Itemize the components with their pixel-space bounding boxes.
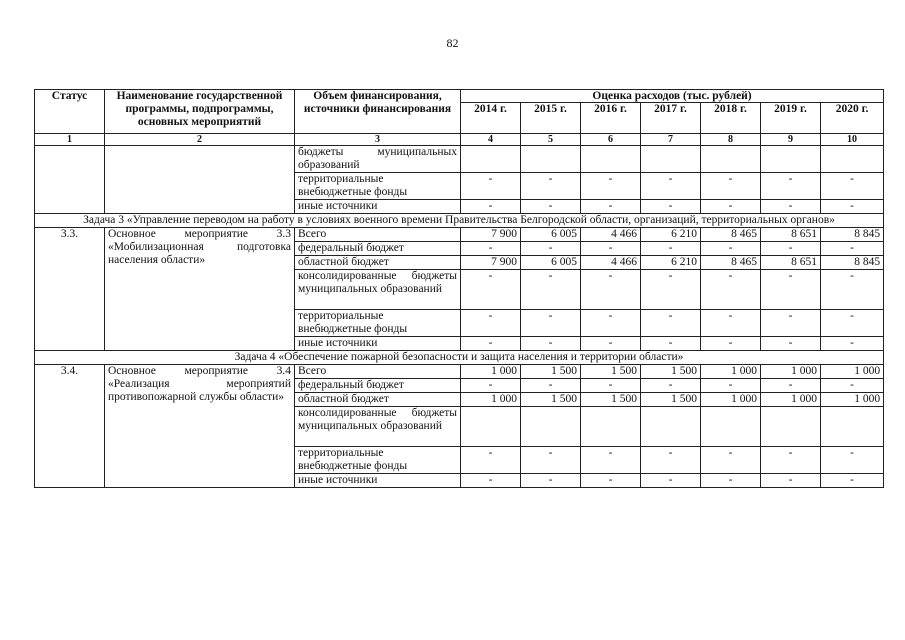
column-number: 9: [761, 134, 821, 146]
value-cell: 1 000: [821, 365, 884, 379]
value-cell: -: [581, 200, 641, 214]
value-cell: -: [641, 242, 701, 256]
value-cell: -: [461, 310, 521, 337]
value-cell: [821, 146, 884, 173]
value-cell: -: [461, 242, 521, 256]
value-cell: -: [821, 270, 884, 310]
funding-source: территориальные внебюджетные фонды: [295, 173, 461, 200]
funding-source: Всего: [295, 228, 461, 242]
value-cell: -: [821, 474, 884, 488]
funding-source: консолидированные бюджеты муниципальных образований: [295, 407, 461, 447]
value-cell: [641, 407, 701, 447]
value-cell: -: [521, 270, 581, 310]
header-year: 2020 г.: [821, 103, 884, 134]
value-cell: 8 651: [761, 256, 821, 270]
value-cell: -: [461, 379, 521, 393]
funding-source: территориальные внебюджетные фонды: [295, 447, 461, 474]
header-estimate: Оценка расходов (тыс. рублей): [461, 90, 884, 103]
value-cell: -: [521, 242, 581, 256]
value-cell: [761, 146, 821, 173]
value-cell: -: [641, 379, 701, 393]
value-cell: [461, 407, 521, 447]
value-cell: -: [761, 173, 821, 200]
value-cell: -: [521, 200, 581, 214]
header-status: Статус: [35, 90, 105, 134]
row-status: [35, 146, 105, 214]
funding-source: иные источники: [295, 200, 461, 214]
header-year: 2018 г.: [701, 103, 761, 134]
funding-source: федеральный бюджет: [295, 242, 461, 256]
value-cell: -: [521, 474, 581, 488]
funding-source: федеральный бюджет: [295, 379, 461, 393]
value-cell: -: [641, 270, 701, 310]
value-cell: -: [581, 474, 641, 488]
row-status: 3.3.: [35, 228, 105, 351]
header-year: 2015 г.: [521, 103, 581, 134]
row-name: Основное мероприятие 3.3 «Мобилизационная подготовка населения области»: [105, 228, 295, 351]
value-cell: -: [461, 447, 521, 474]
value-cell: 4 466: [581, 228, 641, 242]
header-year: 2016 г.: [581, 103, 641, 134]
value-cell: -: [821, 310, 884, 337]
column-number: 8: [701, 134, 761, 146]
value-cell: -: [581, 173, 641, 200]
value-cell: -: [701, 242, 761, 256]
value-cell: -: [821, 379, 884, 393]
value-cell: -: [641, 447, 701, 474]
table-row: [35, 146, 884, 173]
header-funding: Объем финансирования, источники финансирования: [295, 90, 461, 134]
value-cell: 1 000: [701, 393, 761, 407]
value-cell: -: [821, 337, 884, 351]
value-cell: 8 845: [821, 256, 884, 270]
task-row: [35, 351, 884, 365]
column-number: 1: [35, 134, 105, 146]
value-cell: -: [701, 379, 761, 393]
value-cell: -: [641, 337, 701, 351]
funding-source: бюджеты муниципальных образований: [295, 146, 461, 173]
value-cell: -: [641, 310, 701, 337]
funding-source: областной бюджет: [295, 256, 461, 270]
value-cell: -: [461, 474, 521, 488]
value-cell: [641, 146, 701, 173]
value-cell: -: [521, 337, 581, 351]
row-name: Основное мероприятие 3.4 «Реализация мероприятий противопожарной службы области»: [105, 365, 295, 488]
header-year: 2017 г.: [641, 103, 701, 134]
value-cell: 1 000: [461, 365, 521, 379]
value-cell: 1 000: [821, 393, 884, 407]
value-cell: [761, 407, 821, 447]
column-number: 4: [461, 134, 521, 146]
column-number: 2: [105, 134, 295, 146]
value-cell: 1 000: [761, 393, 821, 407]
value-cell: -: [761, 270, 821, 310]
budget-table: [34, 89, 884, 488]
value-cell: -: [581, 447, 641, 474]
value-cell: -: [761, 379, 821, 393]
value-cell: 1 500: [581, 393, 641, 407]
value-cell: 1 500: [521, 365, 581, 379]
value-cell: [521, 407, 581, 447]
value-cell: 1 000: [701, 365, 761, 379]
value-cell: 6 005: [521, 228, 581, 242]
value-cell: -: [761, 242, 821, 256]
value-cell: -: [821, 173, 884, 200]
value-cell: 4 466: [581, 256, 641, 270]
funding-source: консолидированные бюджеты муниципальных образований: [295, 270, 461, 310]
value-cell: -: [761, 200, 821, 214]
value-cell: 1 000: [761, 365, 821, 379]
value-cell: [821, 407, 884, 447]
task-title: Задача 3 «Управление переводом на работу в условиях военного времени Правительства Белгородской области, организаций, территориальных органов»: [35, 214, 884, 228]
value-cell: -: [521, 379, 581, 393]
column-number: 10: [821, 134, 884, 146]
header-year: 2014 г.: [461, 103, 521, 134]
column-number: 6: [581, 134, 641, 146]
value-cell: -: [761, 447, 821, 474]
value-cell: -: [701, 474, 761, 488]
value-cell: -: [641, 200, 701, 214]
value-cell: -: [821, 447, 884, 474]
page-number: 82: [446, 36, 459, 50]
value-cell: -: [581, 242, 641, 256]
value-cell: -: [701, 270, 761, 310]
value-cell: -: [521, 173, 581, 200]
value-cell: -: [461, 337, 521, 351]
value-cell: -: [461, 200, 521, 214]
header-year: 2019 г.: [761, 103, 821, 134]
value-cell: 6 210: [641, 228, 701, 242]
column-number: 5: [521, 134, 581, 146]
value-cell: -: [581, 379, 641, 393]
value-cell: -: [761, 337, 821, 351]
value-cell: -: [581, 337, 641, 351]
value-cell: -: [761, 310, 821, 337]
value-cell: -: [701, 310, 761, 337]
value-cell: [581, 146, 641, 173]
value-cell: 8 651: [761, 228, 821, 242]
funding-source: иные источники: [295, 474, 461, 488]
funding-source: областной бюджет: [295, 393, 461, 407]
value-cell: -: [521, 447, 581, 474]
value-cell: -: [521, 310, 581, 337]
value-cell: 1 500: [521, 393, 581, 407]
value-cell: 7 900: [461, 256, 521, 270]
value-cell: 8 845: [821, 228, 884, 242]
column-number: 7: [641, 134, 701, 146]
value-cell: [521, 146, 581, 173]
table-row: [35, 365, 884, 379]
value-cell: -: [821, 200, 884, 214]
value-cell: -: [761, 474, 821, 488]
value-cell: -: [581, 310, 641, 337]
value-cell: 8 465: [701, 228, 761, 242]
table-row: [35, 228, 884, 242]
funding-source: Всего: [295, 365, 461, 379]
value-cell: -: [701, 200, 761, 214]
funding-source: территориальные внебюджетные фонды: [295, 310, 461, 337]
value-cell: 1 500: [641, 365, 701, 379]
value-cell: -: [641, 474, 701, 488]
value-cell: -: [641, 173, 701, 200]
value-cell: -: [701, 173, 761, 200]
value-cell: 7 900: [461, 228, 521, 242]
value-cell: 1 500: [581, 365, 641, 379]
value-cell: 1 500: [641, 393, 701, 407]
funding-source: иные источники: [295, 337, 461, 351]
value-cell: [701, 146, 761, 173]
row-status: 3.4.: [35, 365, 105, 488]
value-cell: -: [461, 270, 521, 310]
row-name: [105, 146, 295, 214]
value-cell: -: [461, 173, 521, 200]
value-cell: -: [701, 337, 761, 351]
value-cell: 8 465: [701, 256, 761, 270]
column-number: 3: [295, 134, 461, 146]
header-name: Наименование государственной программы, подпрограммы, основных мероприятий: [105, 90, 295, 134]
value-cell: 6 005: [521, 256, 581, 270]
task-row: [35, 214, 884, 228]
value-cell: [581, 407, 641, 447]
value-cell: -: [581, 270, 641, 310]
task-title: Задача 4 «Обеспечение пожарной безопасности и защита населения и территории области»: [35, 351, 884, 365]
value-cell: 6 210: [641, 256, 701, 270]
value-cell: -: [821, 242, 884, 256]
value-cell: -: [701, 447, 761, 474]
value-cell: 1 000: [461, 393, 521, 407]
value-cell: [461, 146, 521, 173]
value-cell: [701, 407, 761, 447]
